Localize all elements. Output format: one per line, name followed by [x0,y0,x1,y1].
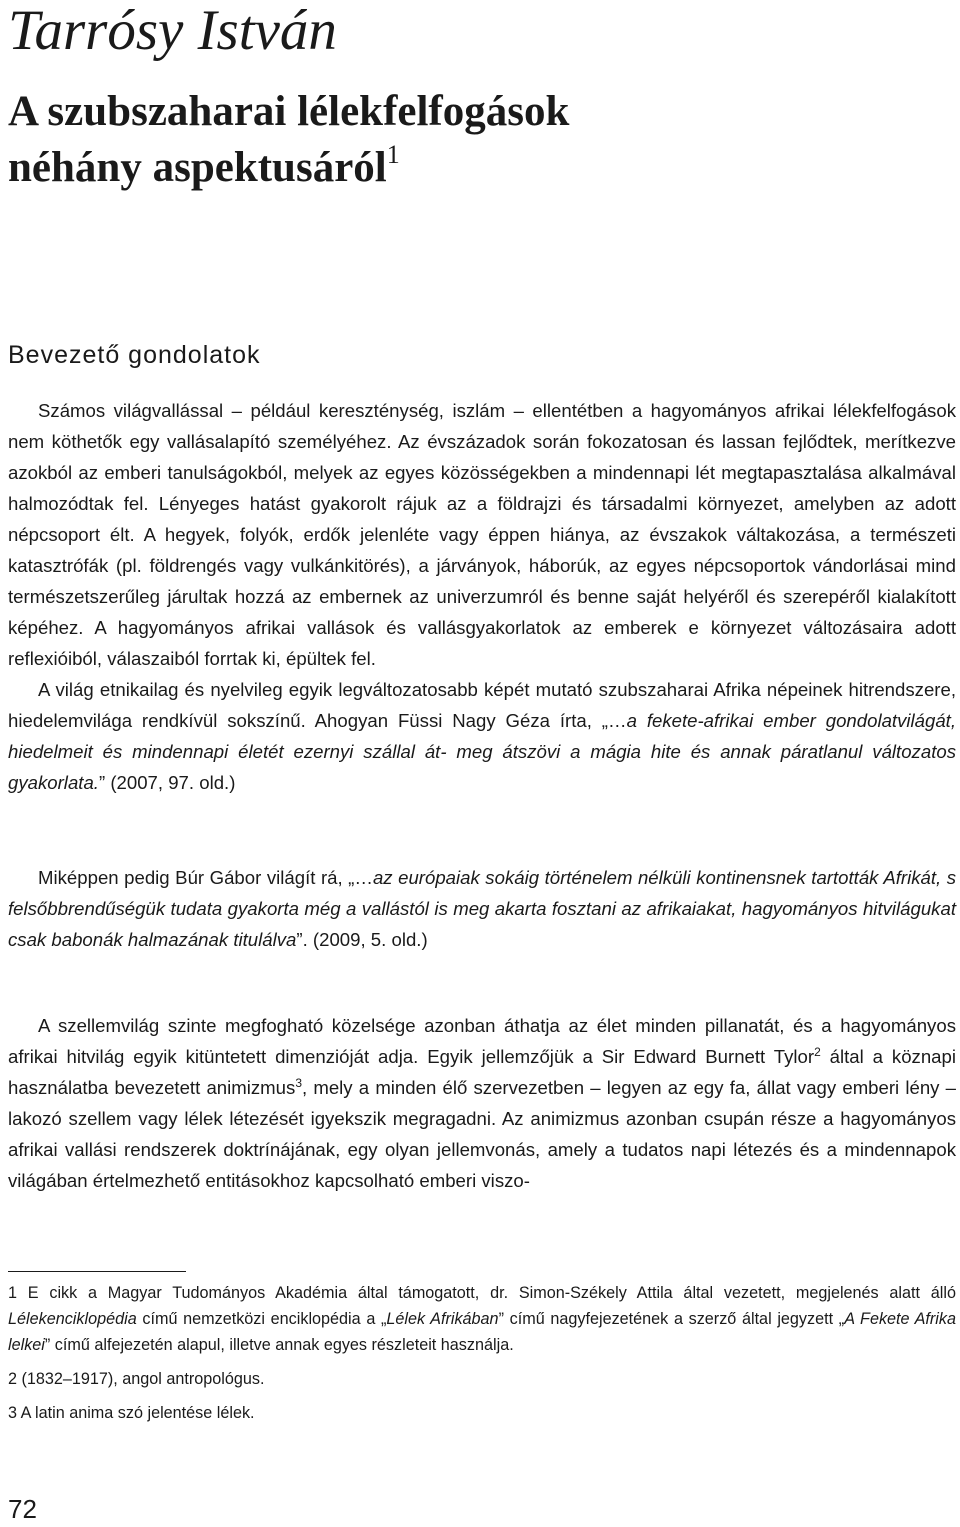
footnote-ref-3[interactable]: 3 [295,1076,302,1090]
paragraph-2 [8,674,956,798]
paragraph-3-quote: az európaiak sokáig történelem nélküli kontinensnek tartották Afrikát, s felsőbbrendűségük tudata gyakorta még a vallástól is meg akarta fosztani az afrikaiakat, hagyományos hitvilágukat csak babonák halmazának titulálva [8,867,957,950]
paragraph-2-quote: a fekete-afrikai ember gondolatvilágát, hiedelmeit és mindennapi életét ezernyi szállal át- meg átszövi a mágia hite és annak páratlanul változatos gyakorlata. [8,710,956,793]
paragraph-2-citation: ” (2007, 97. old.) [98,772,236,793]
section-heading: Bevezető gondolatok [8,341,261,369]
body-text-block-3 [8,1010,956,1196]
footnotes [8,1280,956,1426]
footnote-1-part-a: 1 E cikk a Magyar Tudományos Akadémia által támogatott, dr. Simon-Székely Attila által vezetett, megjelenés alatt álló [8,1284,956,1302]
footnote-1-title-1: Lélekenciklopédia [8,1310,137,1328]
article-title [8,84,569,196]
body-text-block-1 [8,395,956,798]
footnote-1-part-b: című nemzetközi enciklopédia a „ [136,1310,387,1328]
author-name: Tarrósy István [8,0,337,62]
paragraph-2-lead: A világ etnikailag és nyelvileg egyik legváltozatosabb képét mutató szubszaharai Afrika népeinek hitrendszere, hiedelemvilága rendkívül sokszínű. Ahogyan Füssi Nagy Géza írta, „… [8,679,956,731]
footnote-separator [8,1271,186,1272]
footnote-ref-2[interactable]: 2 [814,1045,821,1059]
footnote-1-title-2: Lélek Afrikában [386,1310,499,1328]
paragraph-4-part-c: , mely a minden élő szervezetben – legyen az egy fa, állat vagy emberi lény – lakozó szellem vagy lélek létezését igyekszik megragadni. Az animizmus azonban csupán része a hagyományos afrikai vallási rendszerek doktrínájának, egy olyan jellemvonás, amely a tudatos napi létezés és a mindennapok világában értelmezhető entitásokhoz kapcsolható emberi viszo- [8,1077,957,1191]
page-number: 72 [8,1494,37,1524]
paragraph-4-part-b: által a köznapi használatba bevezetett animizmus [8,1046,956,1098]
title-line-2: néhány aspektusáról [8,144,387,191]
body-text-block-2 [8,862,956,955]
paragraph-1: Számos világvallással – például kereszténység, iszlám – ellentétben a hagyományos afrikai lélekfelfogások nem köthetők egy vallásalapító személyéhez. Az évszázadok során fokozatosan és lassan fejlődtek, merítkezve azokból az emberi tanulságokból, melyek az egyes közösségekben a mindennapi lét megtapasztalása alkalmával halmozódtak fel. Lényeges hatást gyakorolt rájuk az a földrajzi és társadalmi környezet, amelyben az adott népcsoport élt. A hegyek, folyók, erdők jelenléte vagy éppen hiánya, az évszakok váltakozása, a természeti katasztrófák (pl. földrengés vagy vulkánkitörés), a járványok, háborúk, az egyes népcsoportok vándorlásai mind természetszerűleg járultak hozzá az embernek az univerzumról és benne saját helyéről és szerepéről kialakított képéhez. A hagyományos afrikai vallások és vallásgyakorlatok az emberek e környezet változásaira adott reflexióiból, válaszaiból forrtak ki, épültek fel. [8,400,956,669]
paragraph-4-part-a: A szellemvilág szinte megfogható közelsége azonban áthatja az élet minden pillanatát, és a hagyományos afrikai hitvilág egyik kitüntetett dimenzióját adja. Egyik jellemzőjük a Sir Edward Burnett Tylor [8,1015,956,1067]
footnote-1-part-d: ” című alfejezetén alapul, illetve annak egyes részleteit használja. [44,1336,514,1354]
title-line-1: A szubszaharai lélekfelfogások [8,88,570,135]
footnote-3: 3 A latin anima szó jelentése lélek. [8,1404,255,1422]
footnote-2: 2 (1832–1917), angol antropológus. [8,1370,265,1388]
paragraph-4 [8,1010,956,1196]
paragraph-3-lead: Miképpen pedig Búr Gábor világít rá, „… [38,867,373,888]
paragraph-3 [8,862,956,955]
title-footnote-mark: 1 [386,140,400,169]
footnote-1-title-3: A Fekete Afrika lelkei [8,1310,956,1354]
footnote-1 [8,1280,956,1358]
footnote-1-part-c: ” című nagyfejezetének a szerző által jegyzett „ [498,1310,845,1328]
paragraph-3-citation: ”. (2009, 5. old.) [296,929,428,950]
